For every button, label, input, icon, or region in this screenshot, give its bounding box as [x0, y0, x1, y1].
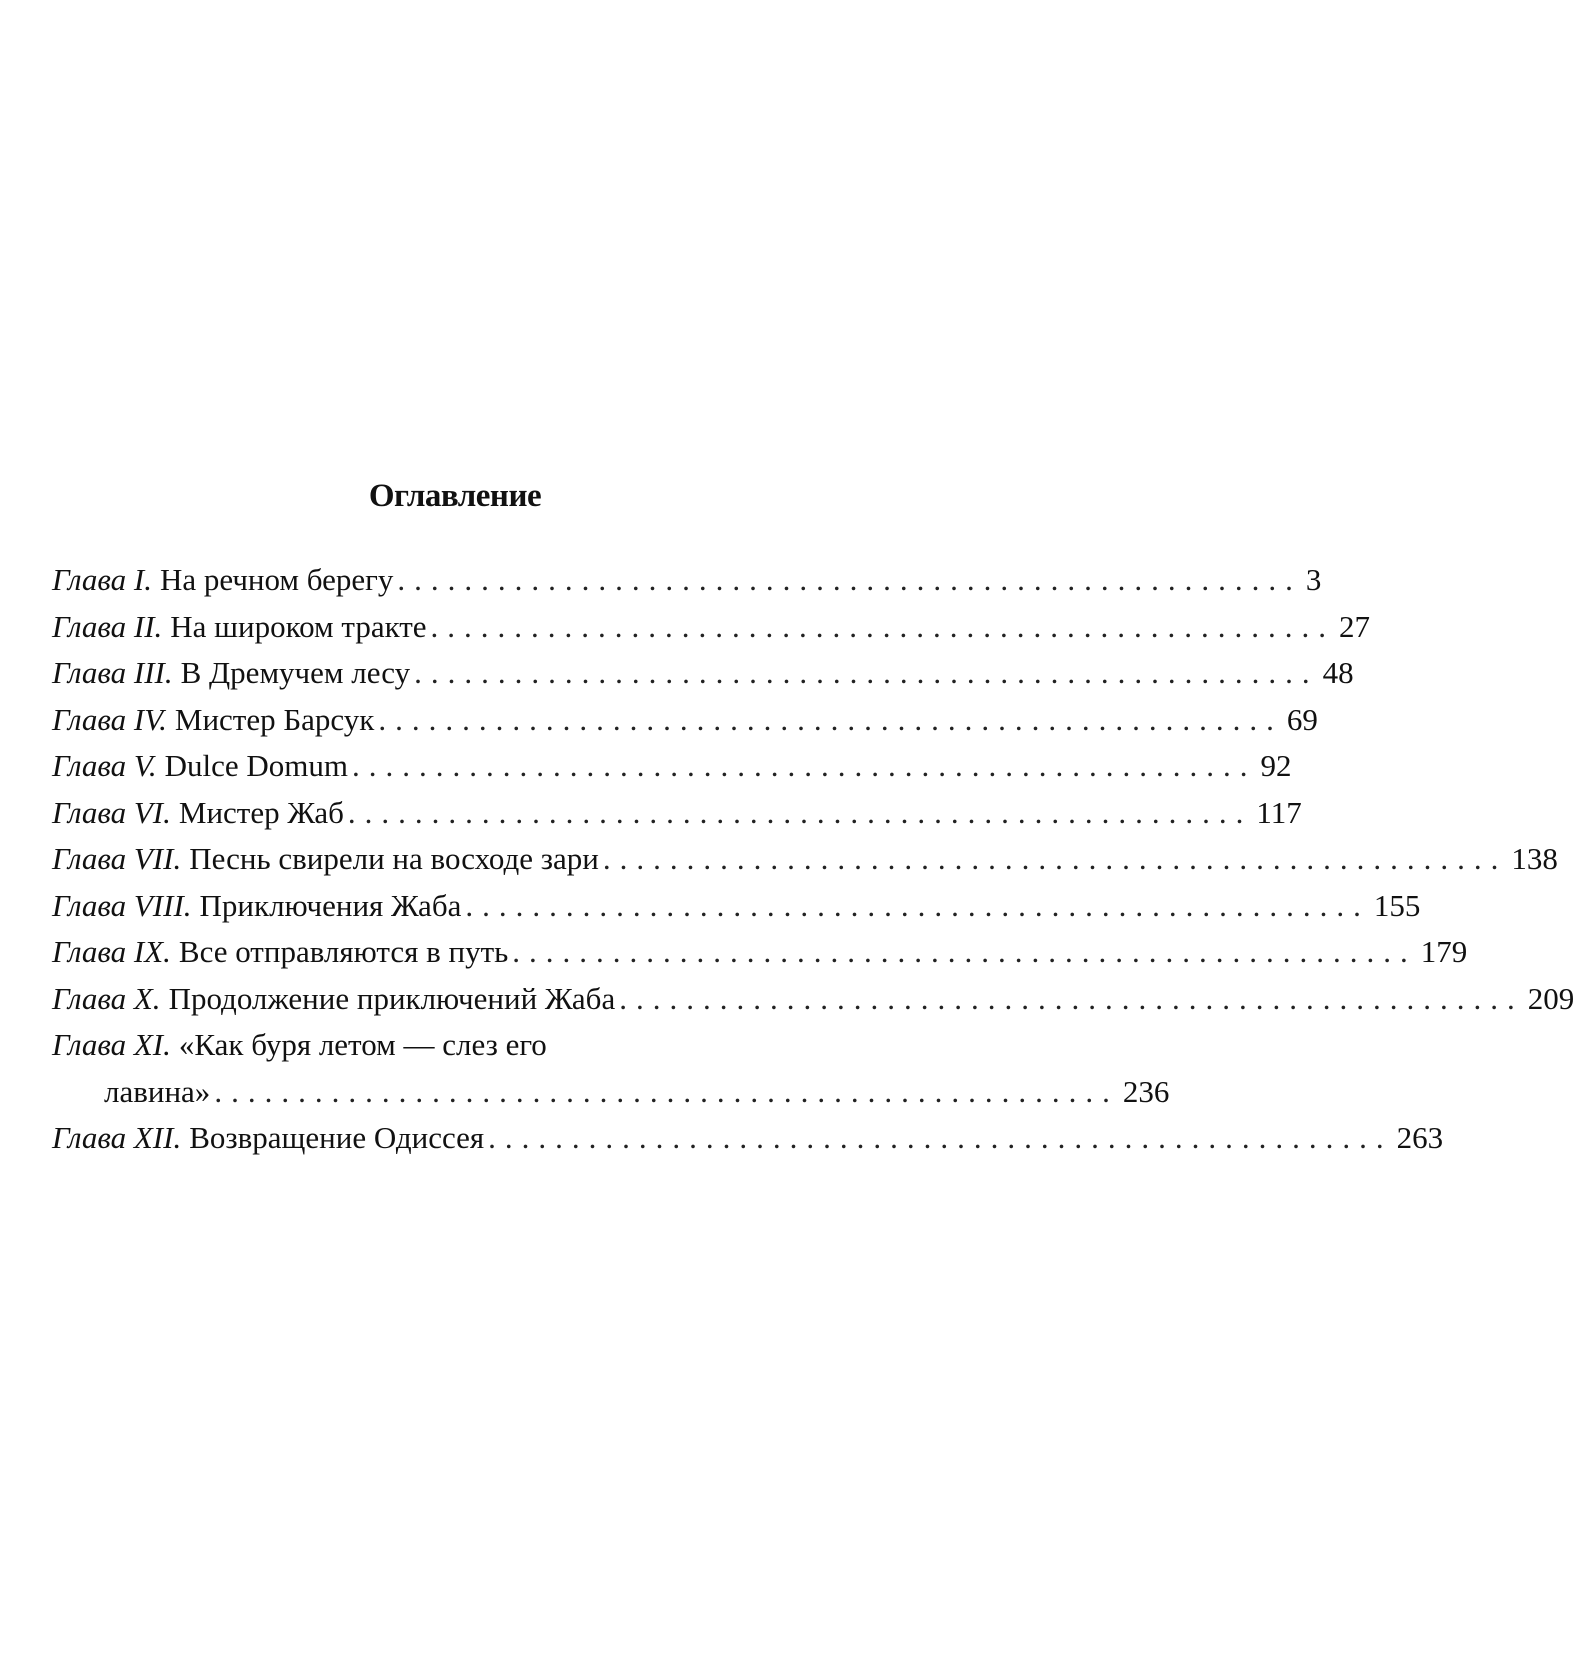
- dot-leader: ......................................................: [619, 980, 1524, 1016]
- chapter-label: Глава IX.: [52, 934, 171, 969]
- chapter-label: Глава XII.: [52, 1120, 182, 1155]
- page-number: 155: [1373, 887, 1421, 923]
- dot-leader: ......................................................: [397, 562, 1302, 597]
- chapter-title: В Дремучем лесу: [180, 655, 411, 690]
- dot-leader: ......................................................: [430, 608, 1336, 644]
- dot-leader: ......................................................: [214, 1073, 1119, 1109]
- toc-entry[interactable]: [52, 887, 1421, 935]
- toc-entry[interactable]: [52, 748, 1292, 795]
- page-number: 263: [1396, 1120, 1444, 1155]
- chapter-title: Все отправляются в путь: [178, 934, 509, 969]
- chapter-title: На речном берегу: [159, 562, 394, 597]
- toc-entry[interactable]: [52, 701, 1318, 749]
- page-number: 48: [1322, 655, 1354, 690]
- page-number: 3: [1305, 562, 1322, 597]
- page-number: 138: [1511, 841, 1558, 876]
- toc-title: Оглавление: [368, 478, 542, 514]
- page-number: 27: [1339, 608, 1371, 644]
- toc-entry[interactable]: [52, 655, 1354, 702]
- chapter-title: Возвращение Одиссея: [189, 1120, 485, 1155]
- page-number: 209: [1527, 980, 1574, 1016]
- chapter-title-continued: лавина»: [104, 1073, 211, 1109]
- chapter-title: Dulce Domum: [164, 748, 348, 783]
- dot-leader: ......................................................: [414, 655, 1319, 690]
- page-number: 92: [1260, 748, 1292, 783]
- chapter-title: Приключения Жаба: [199, 887, 462, 923]
- chapter-label: Глава X.: [52, 980, 161, 1016]
- dot-leader: ......................................................: [465, 887, 1370, 923]
- toc-entry[interactable]: [52, 562, 1322, 609]
- chapter-label: Глава VI.: [52, 794, 171, 830]
- page-number: 69: [1286, 701, 1318, 737]
- page-number: 236: [1122, 1073, 1170, 1109]
- toc-entry-continuation[interactable]: [52, 1073, 1170, 1121]
- dot-leader: ......................................................: [602, 841, 1508, 876]
- chapter-title: Мистер Жаб: [178, 794, 344, 830]
- toc-entry[interactable]: [52, 934, 1468, 981]
- toc-entry[interactable]: [52, 841, 1558, 888]
- chapter-title: На широком тракте: [170, 608, 427, 644]
- toc-entry[interactable]: [52, 608, 1371, 656]
- toc-entry[interactable]: [52, 1120, 1444, 1167]
- chapter-title: Песнь свирели на восходе зари: [189, 841, 599, 876]
- toc-entry[interactable]: [52, 980, 1574, 1028]
- chapter-label: Глава VII.: [52, 841, 182, 876]
- page-number: 179: [1420, 934, 1468, 969]
- page-number: 117: [1256, 794, 1302, 830]
- dot-leader: ......................................................: [488, 1120, 1393, 1155]
- chapter-title: Продолжение приключений Жаба: [168, 980, 616, 1016]
- toc-entry[interactable]: [52, 1027, 860, 1074]
- chapter-title: «Как буря летом — слез его: [178, 1027, 547, 1062]
- dot-leader: ......................................................: [347, 794, 1253, 830]
- dot-leader: ......................................................: [378, 701, 1283, 737]
- chapter-label: Глава VIII.: [52, 887, 192, 923]
- chapter-label: Глава I.: [52, 562, 152, 597]
- chapter-title: Мистер Барсук: [174, 701, 375, 737]
- chapter-label: Глава III.: [52, 655, 173, 690]
- chapter-label: Глава II.: [52, 608, 163, 644]
- toc-entry[interactable]: [52, 794, 1302, 842]
- table-of-contents: [52, 562, 1574, 1167]
- dot-leader: ......................................................: [512, 934, 1417, 969]
- chapter-label: Глава IV.: [52, 701, 167, 737]
- chapter-label: Глава XI.: [52, 1027, 171, 1062]
- dot-leader: ......................................................: [351, 748, 1257, 783]
- chapter-label: Глава V.: [52, 748, 157, 783]
